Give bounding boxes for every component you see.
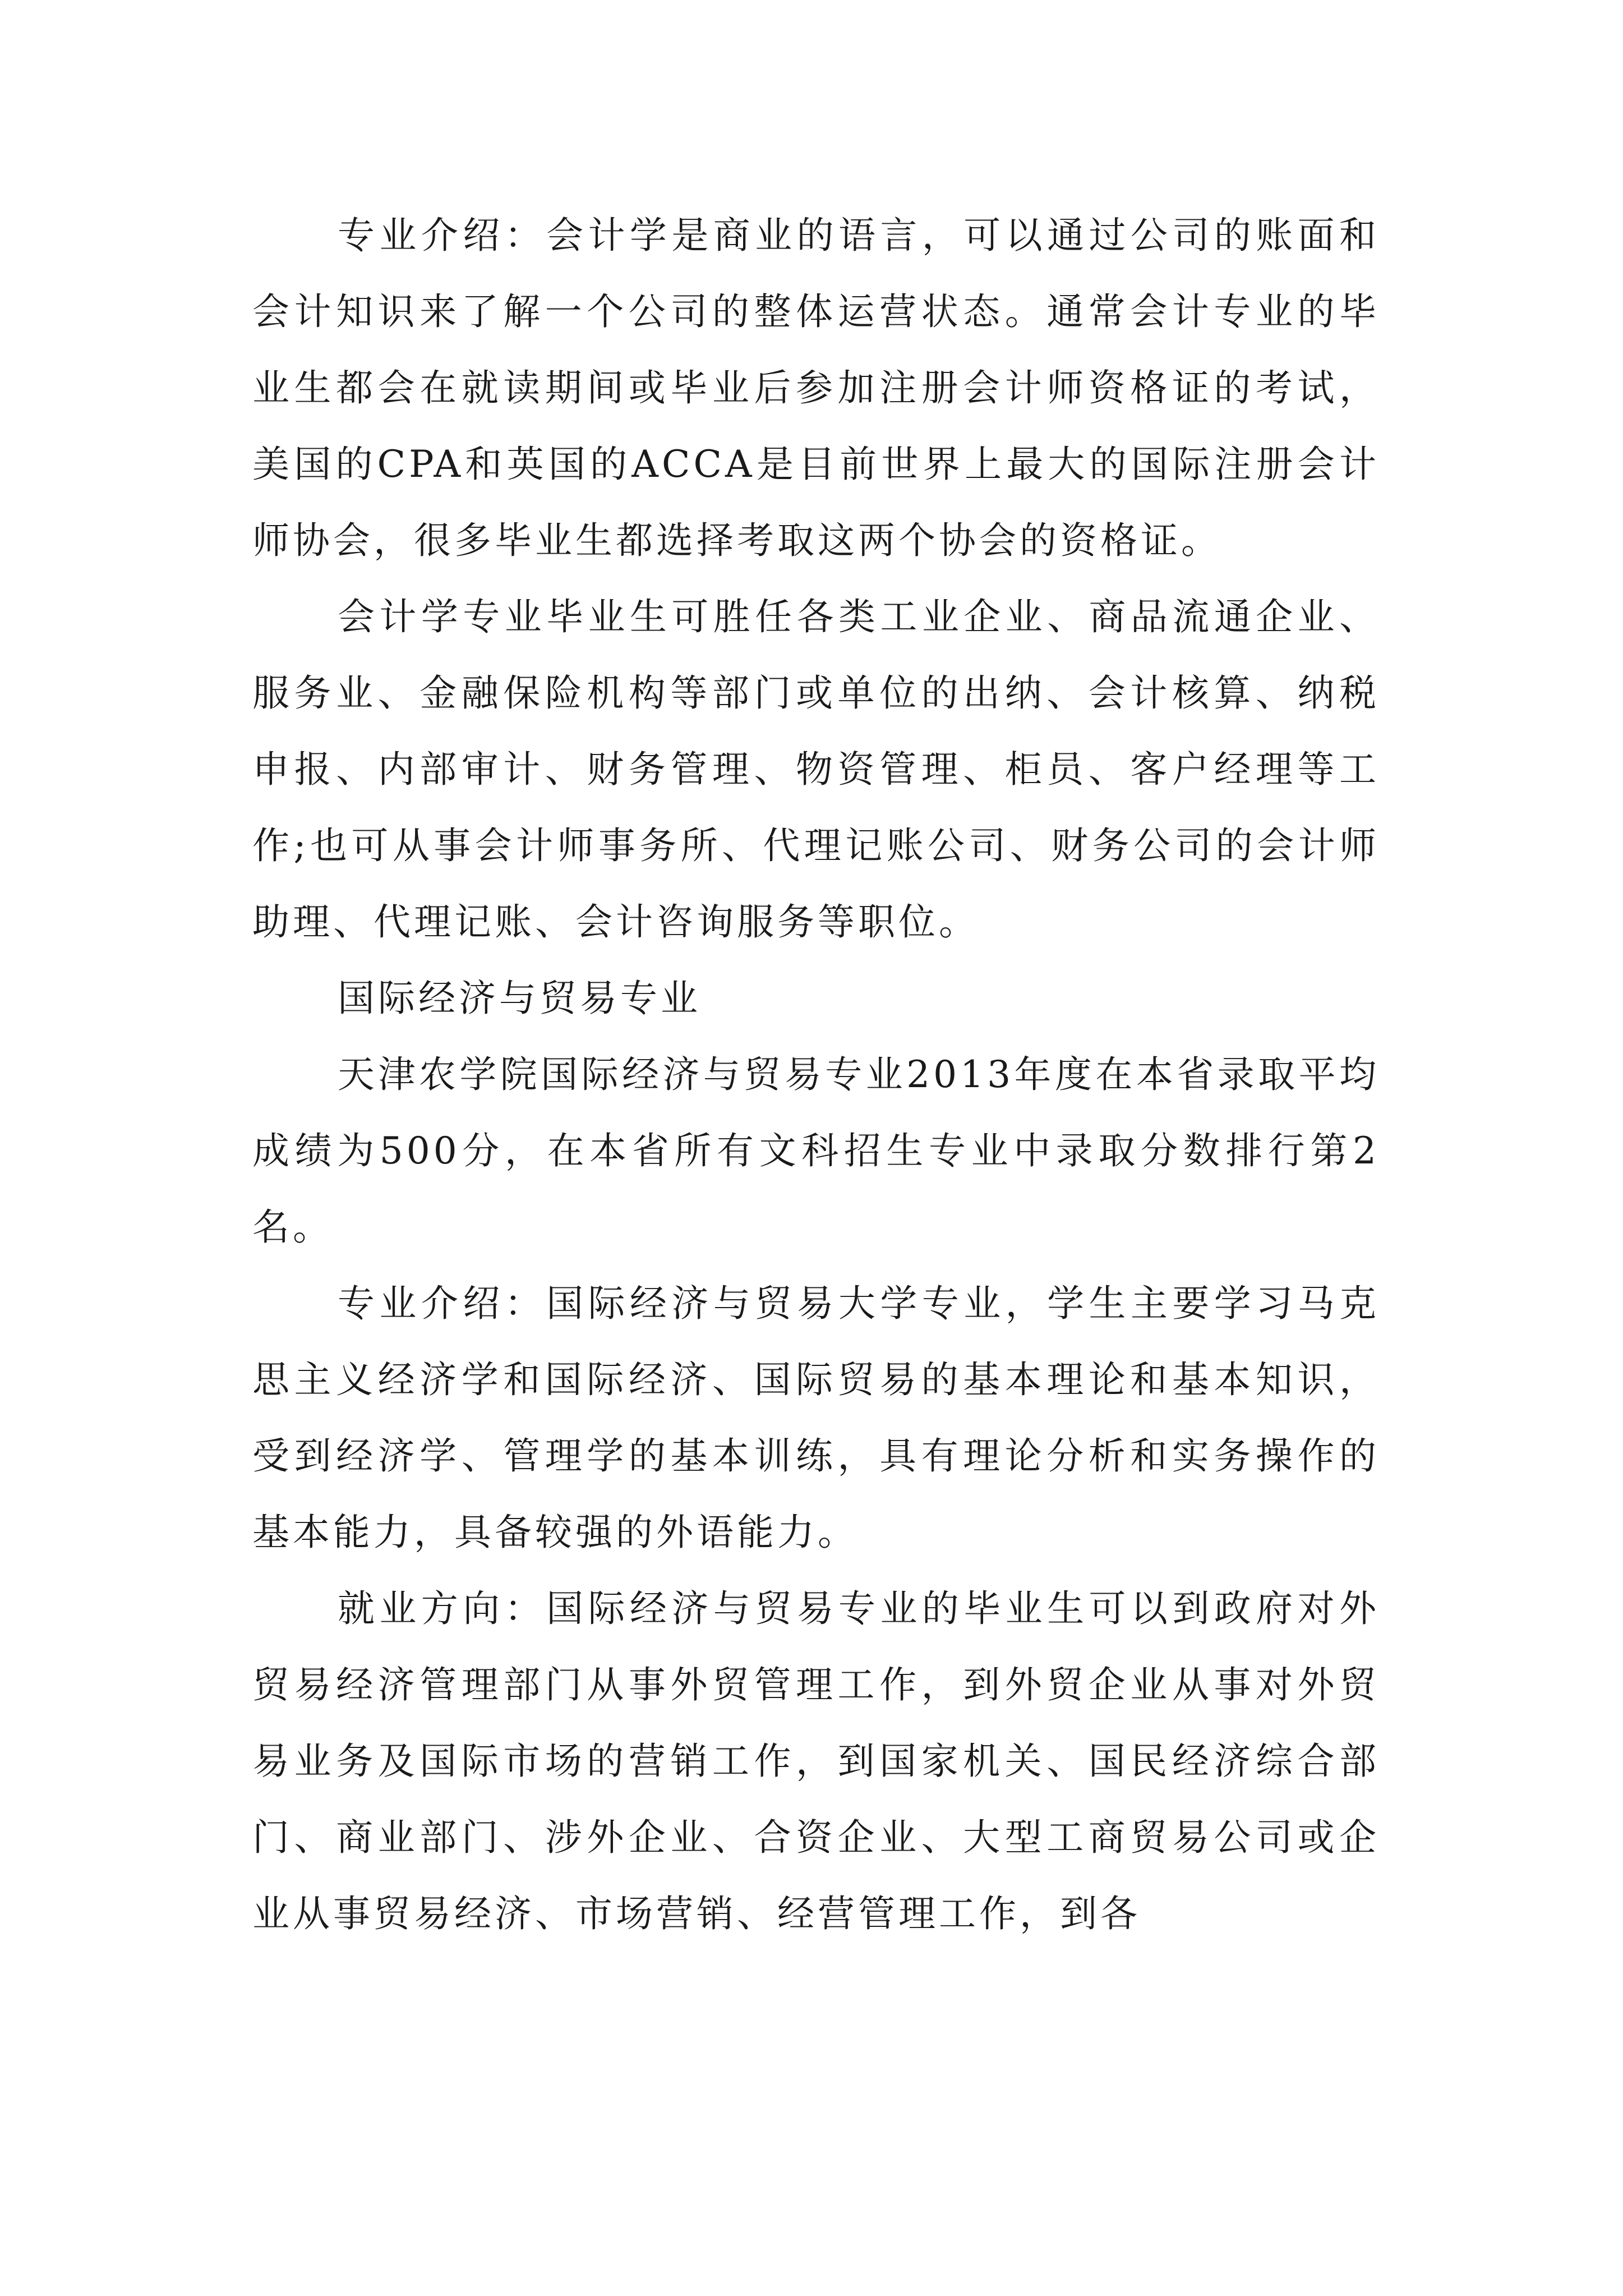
document-body [252, 197, 1380, 1952]
paragraph-trade-careers: 就业方向：国际经济与贸易专业的毕业生可以到政府对外贸易经济管理部门从事外贸管理工作，到外贸企业从事对外贸易业务及国际市场的营销工作，到国家机关、国民经济综合部门、商业部门、涉外企业、合资企业、大型工商贸易公司或企业从事贸易经济、市场营销、经营管理工作，到各 [252, 1587, 1380, 1935]
paragraph-admission-score: 天津农学院国际经济与贸易专业2013年度在本省录取平均成绩为500分，在本省所有文科招生专业中录取分数排行第2名。 [252, 1053, 1380, 1249]
paragraph-accounting-careers: 会计学专业毕业生可胜任各类工业企业、商品流通企业、服务业、金融保险机构等部门或单位的出纳、会计核算、纳税申报、内部审计、财务管理、物资管理、柜员、客户经理等工作;也可从事会计师事务所、代理记账公司、财务公司的会计师助理、代理记账、会计咨询服务等职位。 [252, 595, 1380, 944]
paragraph-accounting-intro: 专业介绍：会计学是商业的语言，可以通过公司的账面和会计知识来了解一个公司的整体运营状态。通常会计专业的毕业生都会在就读期间或毕业后参加注册会计师资格证的考试，美国的CPA和英国的ACCA是目前世界上最大的国际注册会计师协会，很多毕业生都选择考取这两个协会的资格证。 [252, 214, 1380, 562]
paragraph-trade-intro: 专业介绍：国际经济与贸易大学专业，学生主要学习马克思主义经济学和国际经济、国际贸易的基本理论和基本知识，受到经济学、管理学的基本训练，具有理论分析和实务操作的基本能力，具备较强的外语能力。 [252, 1282, 1380, 1554]
section-heading-international-trade: 国际经济与贸易专业 [338, 977, 701, 1020]
